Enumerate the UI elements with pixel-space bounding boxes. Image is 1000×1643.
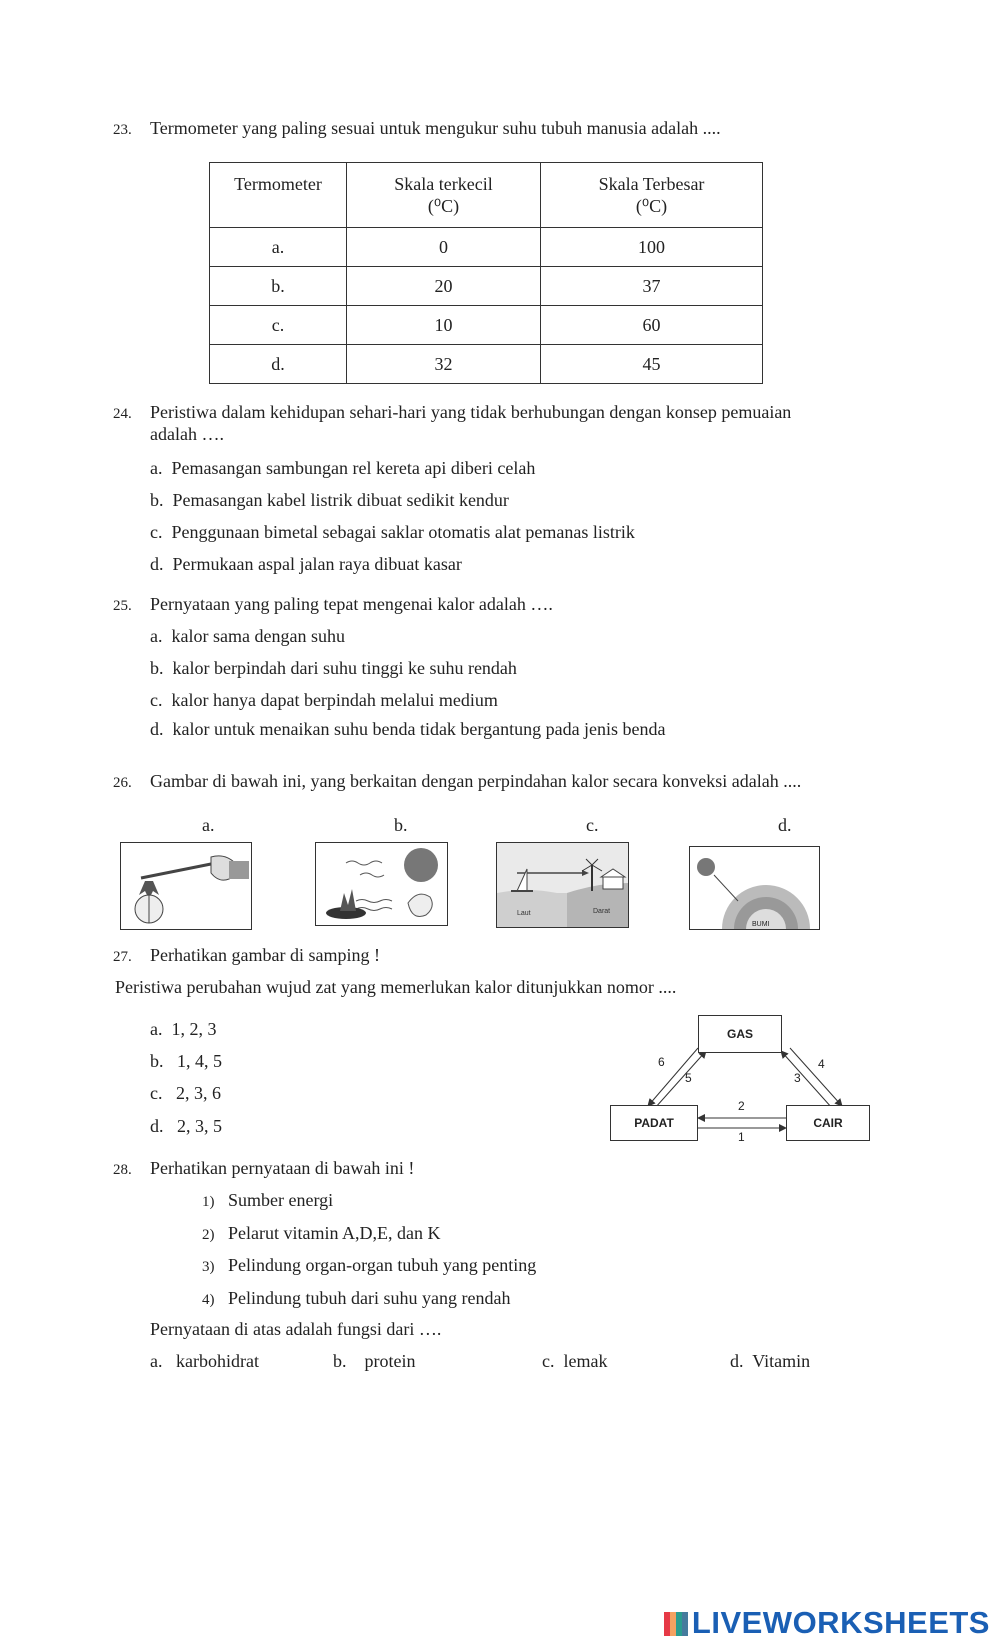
q25-option-c[interactable]: c. kalor hanya dapat berpindah melalui medium: [150, 690, 498, 710]
q27-option-b[interactable]: b. 1, 4, 5: [150, 1051, 222, 1071]
q27-option-d[interactable]: d. 2, 3, 5: [150, 1116, 222, 1136]
q27-option-a[interactable]: a. 1, 2, 3: [150, 1019, 217, 1039]
convection-illustration: [497, 843, 628, 927]
q26-text: Gambar di bawah ini, yang berkaitan dengan perpindahan kalor secara konveksi adalah ....: [150, 771, 802, 791]
phase-diagram: [610, 1015, 870, 1145]
q28-statement-4: 4) Pelindung tubuh dari suhu yang rendah: [202, 1288, 511, 1308]
q24-option-c[interactable]: c. Penggunaan bimetal sebagai saklar otomatis alat pemanas listrik: [150, 522, 635, 542]
q26-label-a: a.: [202, 815, 215, 835]
q24-option-b[interactable]: b. Pemasangan kabel listrik dibuat sedikit kendur: [150, 490, 509, 510]
q24-option-a[interactable]: a. Pemasangan sambungan rel kereta api diberi celah: [150, 458, 536, 478]
arrow-label-3: 3: [794, 1071, 801, 1085]
liveworksheets-logo[interactable]: LIVEWORKSHEETS: [664, 1605, 990, 1641]
table-row: c. 10 60: [210, 306, 763, 345]
q28-option-a[interactable]: a. karbohidrat: [150, 1351, 259, 1371]
arrow-label-6: 6: [658, 1055, 665, 1069]
q27-text: Perhatikan gambar di samping !: [150, 945, 380, 965]
q28-number: 28.: [113, 1162, 132, 1178]
conduction-illustration: [121, 843, 251, 929]
q26-figure-a[interactable]: [120, 842, 252, 930]
q28-option-b[interactable]: b. protein: [333, 1351, 416, 1371]
q25-option-d[interactable]: d. kalor untuk menaikan suhu benda tidak bergantung pada jenis benda: [150, 719, 666, 739]
q26-figure-b[interactable]: [315, 842, 448, 926]
q25-option-b[interactable]: b. kalor berpindah dari suhu tinggi ke suhu rendah: [150, 658, 517, 678]
arrow-label-2: 2: [738, 1099, 745, 1113]
q23-text: Termometer yang paling sesuai untuk mengukur suhu tubuh manusia adalah ....: [150, 118, 721, 138]
bumi-label: BUMI: [752, 921, 770, 928]
q26-figure-d[interactable]: [689, 846, 820, 930]
header-skala-terkecil: Skala terkecil (⁰C): [347, 163, 541, 228]
q26-figure-c[interactable]: [496, 842, 629, 928]
radiation-illustration: [316, 843, 447, 925]
q28-option-d[interactable]: d. Vitamin: [730, 1351, 811, 1371]
q24-option-d[interactable]: d. Permukaan aspal jalan raya dibuat kasar: [150, 554, 462, 574]
q28-statement-3: 3) Pelindung organ-organ tubuh yang penting: [202, 1255, 537, 1275]
q24-line1: Peristiwa dalam kehidupan sehari-hari yang tidak berhubungan dengan konsep pemuaian: [150, 402, 792, 422]
padat-box: PADAT: [610, 1105, 698, 1141]
gas-box: GAS: [698, 1015, 782, 1053]
arrow-label-1: 1: [738, 1130, 745, 1144]
q26-label-d: d.: [778, 815, 792, 835]
q24-number: 24.: [113, 406, 132, 422]
q26-number: 26.: [113, 775, 132, 791]
q25-text: Pernyataan yang paling tepat mengenai kalor adalah ….: [150, 594, 553, 614]
darat-label: Darat: [593, 908, 611, 915]
q23-number: 23.: [113, 122, 132, 138]
q27-option-c[interactable]: c. 2, 3, 6: [150, 1083, 221, 1103]
q26-label-c: c.: [586, 815, 599, 835]
q25-number: 25.: [113, 598, 132, 614]
q26-label-b: b.: [394, 815, 408, 835]
table-row: d. 32 45: [210, 345, 763, 384]
q27-number: 27.: [113, 949, 132, 965]
q28-statement-1: 1) Sumber energi: [202, 1190, 334, 1210]
thermometer-table: [209, 162, 763, 384]
table-row: a. 0 100: [210, 228, 763, 267]
q28-question: Pernyataan di atas adalah fungsi dari ….: [150, 1319, 442, 1339]
q25-option-a[interactable]: a. kalor sama dengan suhu: [150, 626, 345, 646]
arrow-label-5: 5: [685, 1071, 692, 1085]
logo-icon: [664, 1612, 688, 1636]
table-row: b. 20 37: [210, 267, 763, 306]
q28-option-c[interactable]: c. lemak: [542, 1351, 608, 1371]
q28-statement-2: 2) Pelarut vitamin A,D,E, dan K: [202, 1223, 441, 1243]
sun-earth-illustration: [690, 847, 819, 929]
q24-line2: adalah ….: [150, 424, 224, 444]
laut-label: Laut: [517, 910, 531, 917]
q27-text2: Peristiwa perubahan wujud zat yang memerlukan kalor ditunjukkan nomor ....: [115, 977, 677, 997]
q28-text: Perhatikan pernyataan di bawah ini !: [150, 1158, 415, 1178]
arrow-label-4: 4: [818, 1057, 825, 1071]
cair-box: CAIR: [786, 1105, 870, 1141]
header-termometer: Termometer: [210, 163, 347, 228]
header-skala-terbesar: Skala Terbesar (⁰C): [541, 163, 763, 228]
